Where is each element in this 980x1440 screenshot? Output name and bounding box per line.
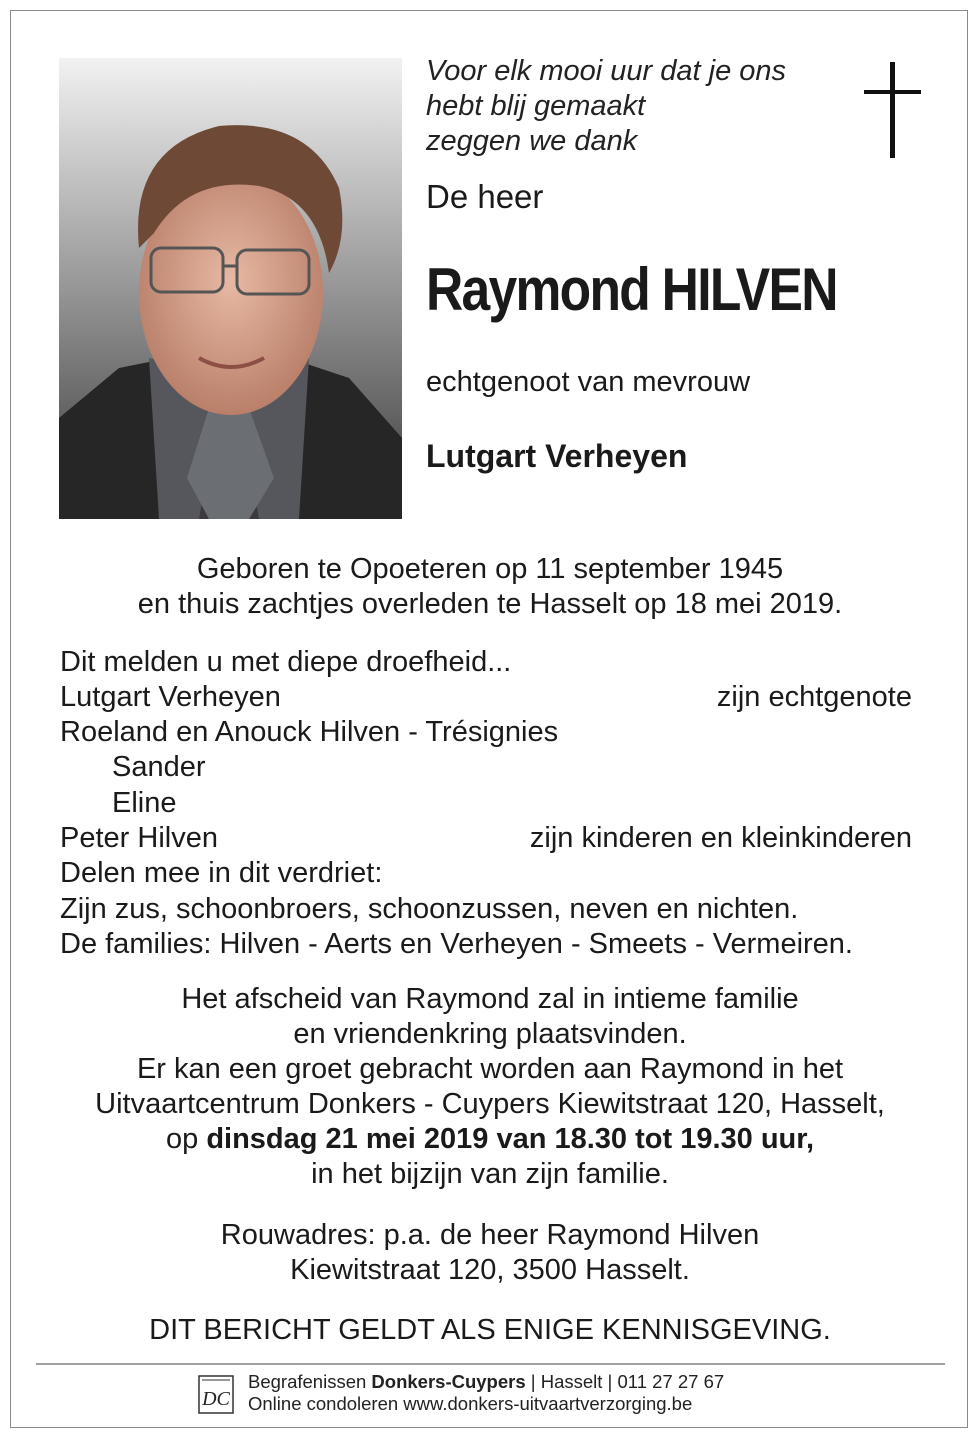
family-row — [60, 821, 912, 856]
memorial-quote — [426, 54, 786, 159]
family-member: Lutgart Verheyen — [60, 681, 281, 713]
quote-line: hebt blij gemaakt — [426, 90, 646, 122]
share-intro: Delen mee in dit verdriet: — [60, 857, 383, 889]
death-line: en thuis zachtjes overleden te Hasselt op 18 mei 2019. — [137, 588, 843, 620]
extended-family: Zijn zus, schoonbroers, schoonzussen, neven en nichten. — [60, 893, 799, 925]
svg-text:DC: DC — [202, 1388, 230, 1410]
farewell-line: en vriendenkring plaatsvinden. — [293, 1018, 687, 1050]
portrait-photo — [59, 58, 402, 519]
farewell-line: Uitvaartcentrum Donkers - Cuypers Kiewitstraat 120, Hasselt, — [95, 1088, 885, 1120]
funeral-home-info — [248, 1371, 724, 1415]
grandchild: Eline — [112, 787, 177, 819]
farewell-line: in het bijzijn van zijn familie. — [311, 1158, 669, 1190]
families-list: De families: Hilven - Aerts en Verheyen - Smeets - Vermeiren. — [60, 928, 853, 960]
farewell-date-bold: dinsdag 21 mei 2019 van 18.30 tot 19.30 uur, — [206, 1123, 814, 1155]
address-line: Rouwadres: p.a. de heer Raymond Hilven — [220, 1219, 760, 1251]
funeral-home-name: Donkers-Cuypers — [371, 1371, 526, 1392]
spouse-name: Lutgart Verheyen — [426, 438, 688, 474]
condolence-link[interactable]: Online condoleren www.donkers-uitvaartverzorging.be — [248, 1393, 693, 1414]
birth-line: Geboren te Opoeteren op 11 september 1945 — [196, 553, 784, 585]
family-member: Roeland en Anouck Hilven - Trésignies — [60, 716, 559, 748]
official-notice: DIT BERICHT GELDT ALS ENIGE KENNISGEVING. — [149, 1314, 831, 1346]
farewell-line: Er kan een groet gebracht worden aan Raymond in het — [136, 1053, 844, 1085]
family-row — [60, 680, 912, 715]
farewell-line: Het afscheid van Raymond zal in intieme familie — [181, 983, 799, 1015]
funeral-home-contact: Begrafenissen Donkers-Cuypers | Hasselt | 011 27 27 67 — [248, 1371, 725, 1392]
family-intro: Dit melden u met diepe droefheid... — [60, 646, 512, 678]
spouse-intro: echtgenoot van mevrouw — [426, 366, 751, 398]
family-member: Peter Hilven — [60, 822, 218, 854]
birth-death-info — [0, 552, 980, 622]
grandchild: Sander — [112, 751, 206, 783]
family-relation: zijn echtgenote — [716, 681, 912, 713]
family-relation: zijn kinderen en kleinkinderen — [529, 822, 912, 854]
farewell-datetime: op dinsdag 21 mei 2019 van 18.30 tot 19.30 uur, — [165, 1123, 814, 1155]
quote-line: Voor elk mooi uur dat je ons — [426, 55, 787, 87]
footer-divider — [36, 1363, 945, 1365]
funeral-home-logo — [198, 1372, 234, 1414]
portrait-illustration — [59, 58, 402, 519]
cross-icon — [864, 62, 921, 158]
deceased-name: Raymond HILVEN — [426, 256, 837, 323]
farewell-info — [0, 982, 980, 1192]
mourning-address — [0, 1218, 980, 1288]
address-line: Kiewitstraat 120, 3500 Hasselt. — [290, 1254, 690, 1286]
honorific: De heer — [426, 178, 544, 215]
quote-line: zeggen we dank — [426, 125, 638, 157]
